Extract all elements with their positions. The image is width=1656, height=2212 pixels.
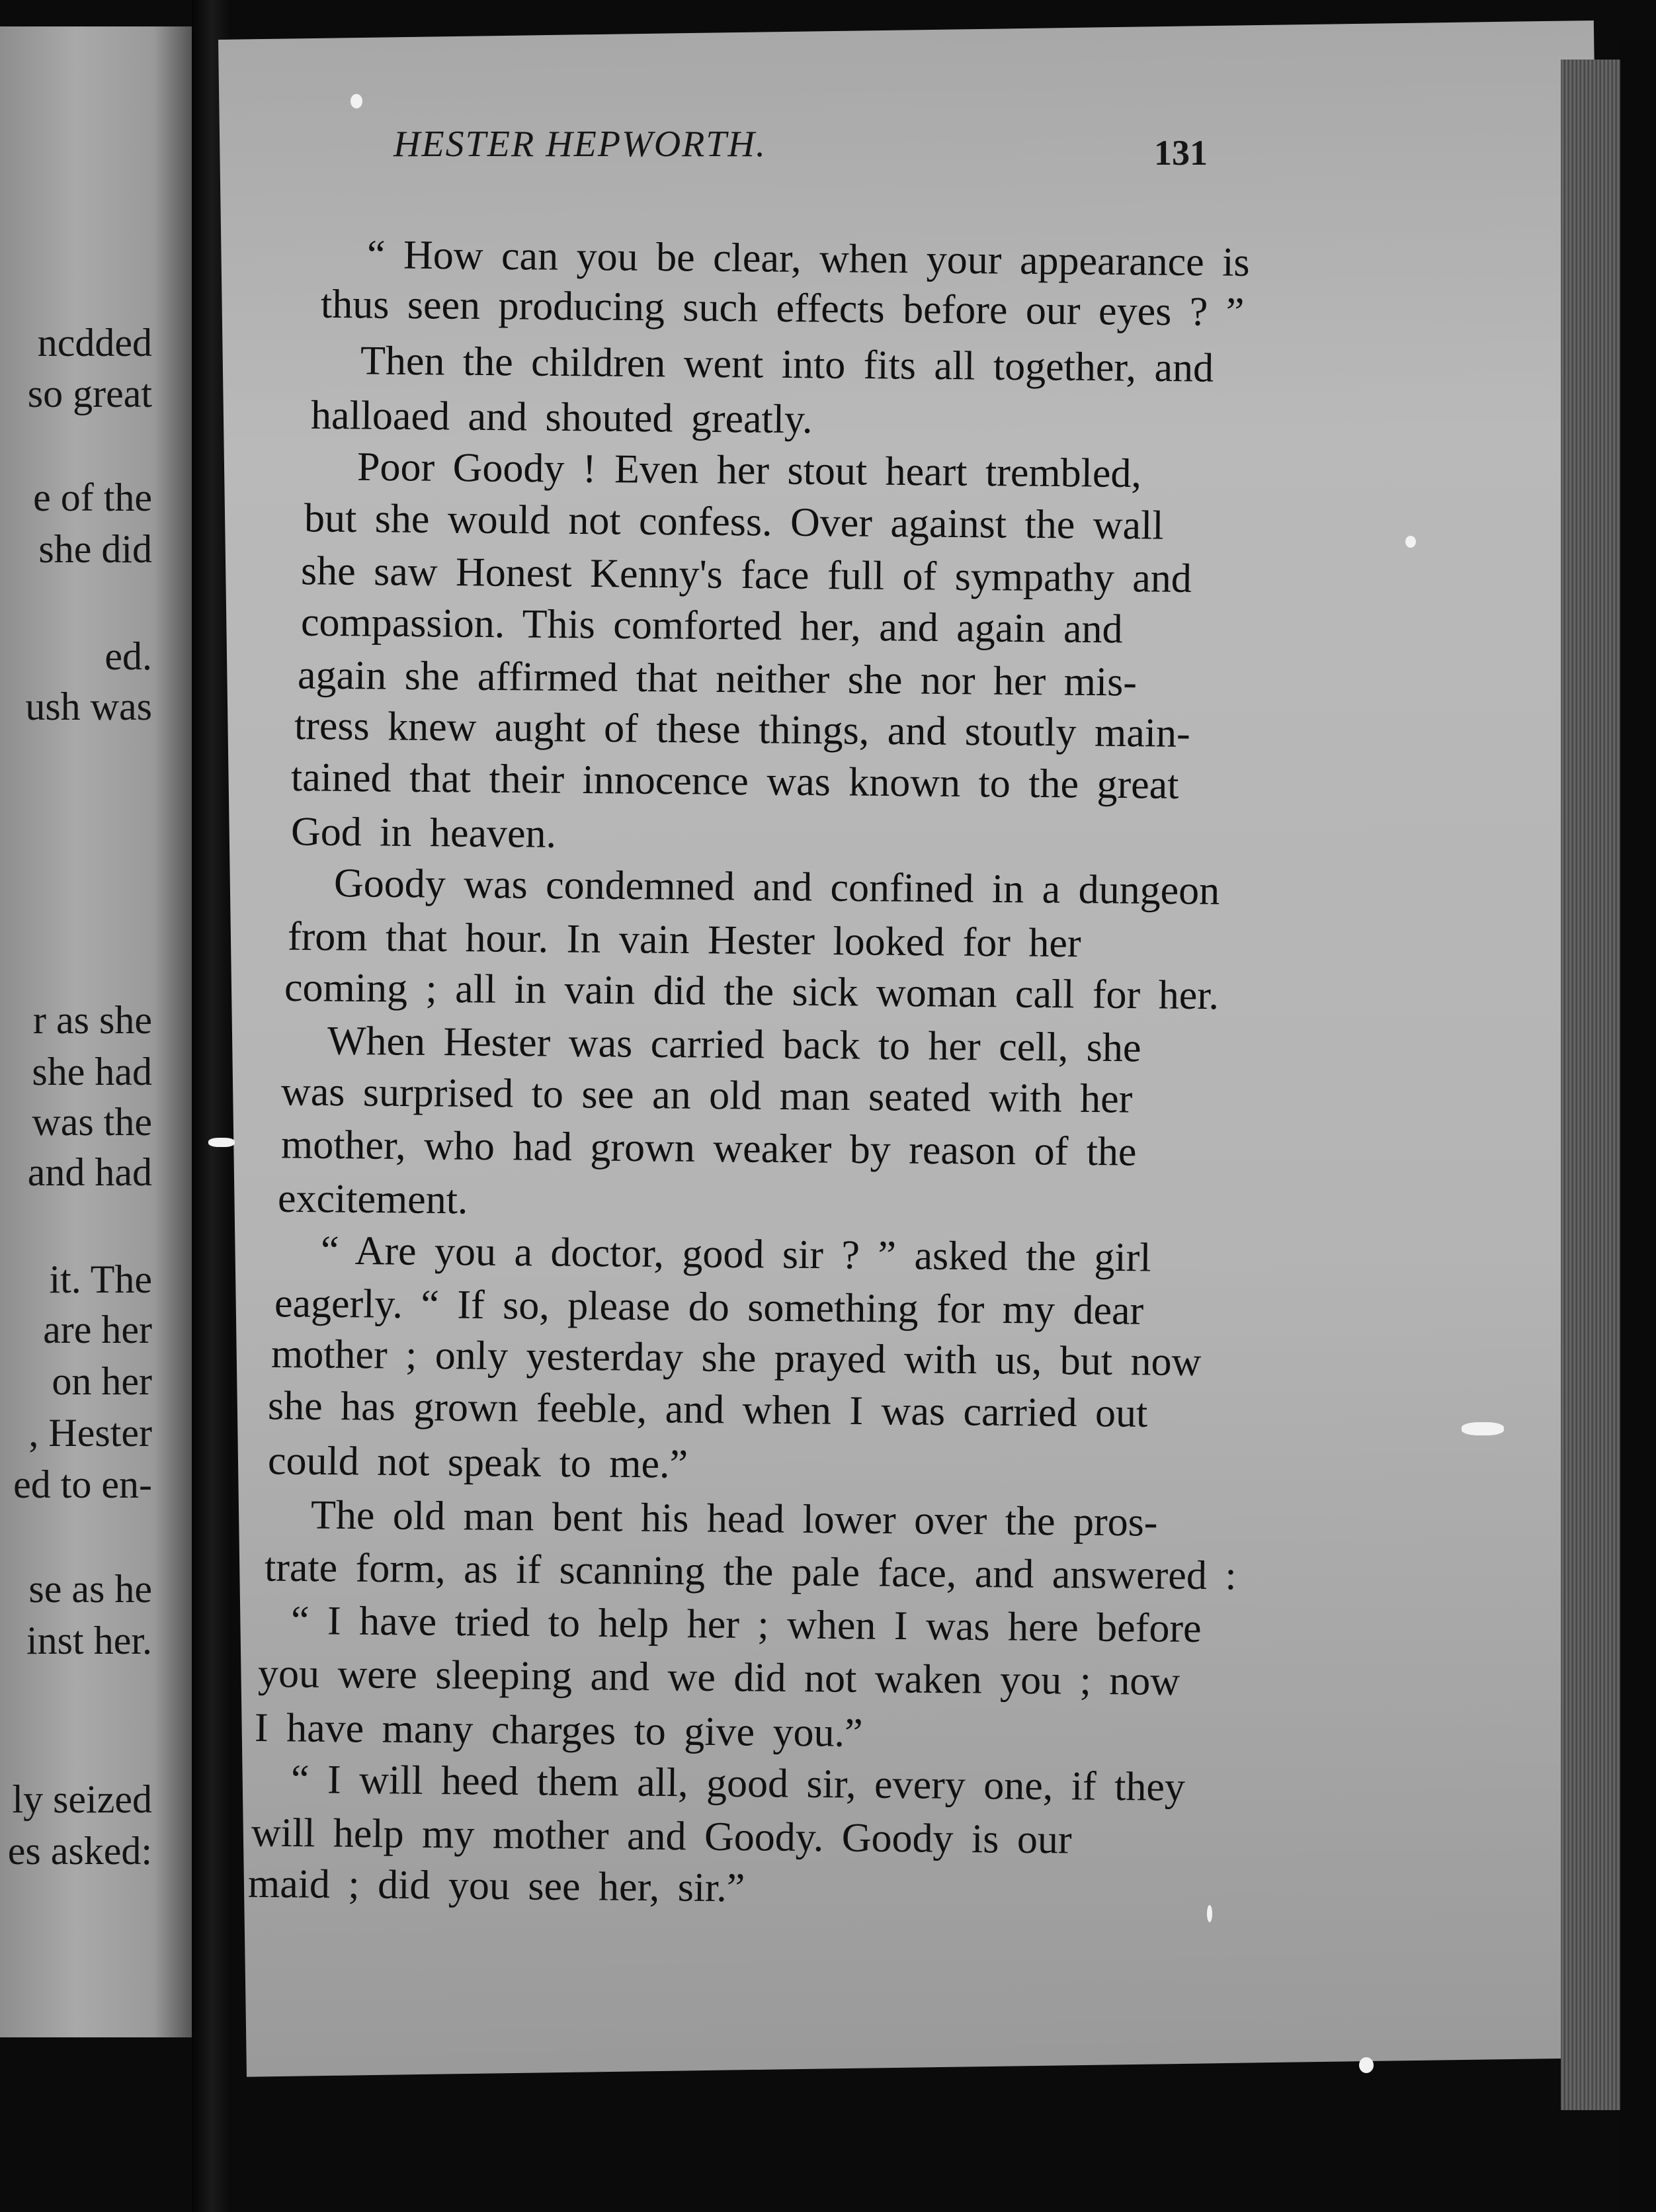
text-line: mother, who had grown weaker by reason of the <box>280 1122 1137 1175</box>
left-text-line: , Hester <box>28 1411 152 1455</box>
text-line: The old man bent his head lower over the pros- <box>310 1492 1158 1545</box>
left-text-line: she did <box>38 527 152 571</box>
left-text-line: so great <box>27 372 152 415</box>
text-line: could not speak to me.” <box>267 1438 688 1487</box>
text-line: When Hester was carried back to her cell, she <box>327 1018 1141 1071</box>
text-line: God in heaven. <box>290 809 557 857</box>
left-text-line: inst her. <box>26 1619 152 1662</box>
text-line: but she would not confess. Over against the wall <box>304 495 1164 548</box>
page-edges <box>1561 60 1620 2110</box>
text-line: halloaed and shouted greatly. <box>310 392 813 443</box>
text-line: “ How can you be clear, when your appearance is <box>366 232 1250 285</box>
left-text-line: and had <box>27 1150 152 1194</box>
text-line: “ Are you a doctor, good sir ? ” asked the girl <box>320 1228 1151 1281</box>
text-line: eagerly. “ If so, please do something for my dear <box>274 1281 1144 1334</box>
left-text-line: ed. <box>104 634 152 678</box>
scan-speck <box>1207 1905 1212 1922</box>
left-text-line: e of the <box>33 476 152 519</box>
left-text-line: ly seized <box>12 1777 152 1821</box>
left-text-line: was the <box>32 1100 152 1144</box>
text-line: Then the children went into fits all together, and <box>360 338 1214 391</box>
text-line: coming ; all in vain did the sick woman call for her. <box>284 964 1220 1019</box>
text-line: will help my mother and Goody. Goody is our <box>251 1810 1072 1863</box>
text-line: “ I will heed them all, good sir, every one, if they <box>290 1757 1186 1810</box>
text-line: was surprised to see an old man seated with her <box>280 1069 1133 1122</box>
text-line: from that hour. In vain Hester looked for her <box>287 914 1081 966</box>
scan-speck <box>208 1138 235 1147</box>
text-line: “ I have tried to help her ; when I was here before <box>290 1597 1202 1652</box>
left-text-line: ncdded <box>37 321 152 364</box>
text-line: trate form, as if scanning the pale face, and answered : <box>264 1545 1237 1599</box>
scan-speck <box>1359 2057 1374 2073</box>
scan-speck <box>1462 1422 1504 1435</box>
left-text-line: r as she <box>33 998 152 1042</box>
left-text-line: es asked: <box>7 1829 152 1873</box>
text-line: tress knew aught of these things, and stoutly main- <box>294 703 1191 756</box>
text-line: excitement. <box>277 1175 468 1223</box>
text-line: thus seen producing such effects before our eyes ? ” <box>320 281 1245 335</box>
scan-speck <box>1405 536 1416 548</box>
left-text-line: she had <box>32 1050 152 1093</box>
text-line: again she affirmed that neither she nor her mis- <box>297 652 1138 705</box>
text-line: mother ; only yesterday she prayed with us, but now <box>270 1331 1202 1385</box>
text-line: you were sleeping and we did not waken you ; now <box>257 1650 1180 1705</box>
book-edge-shadow <box>1620 40 1656 2212</box>
left-text-line: are her <box>43 1308 152 1351</box>
scan-speck <box>351 94 362 108</box>
page-number: 131 <box>1154 133 1208 173</box>
left-text-line: ed to en- <box>13 1463 152 1506</box>
text-line: Goody was condemned and confined in a dungeon <box>333 861 1220 914</box>
running-head: HESTER HEPWORTH. <box>393 124 766 165</box>
text-line: compassion. This comforted her, and again and <box>300 599 1123 652</box>
text-line: maid ; did you see her, sir.” <box>247 1861 745 1911</box>
text-line: she saw Honest Kenny's face full of sympathy and <box>300 548 1192 601</box>
left-text-line: se as he <box>28 1567 152 1611</box>
left-text-line: ush was <box>25 685 152 728</box>
text-line: she has grown feeble, and when I was carried out <box>267 1383 1148 1436</box>
left-text-line: on her <box>52 1359 152 1403</box>
left-text-line: it. The <box>49 1257 152 1301</box>
text-line: I have many charges to give you.” <box>254 1705 863 1756</box>
text-line: Poor Goody ! Even her stout heart trembled, <box>356 444 1142 497</box>
text-line: tained that their innocence was known to the great <box>290 755 1179 808</box>
